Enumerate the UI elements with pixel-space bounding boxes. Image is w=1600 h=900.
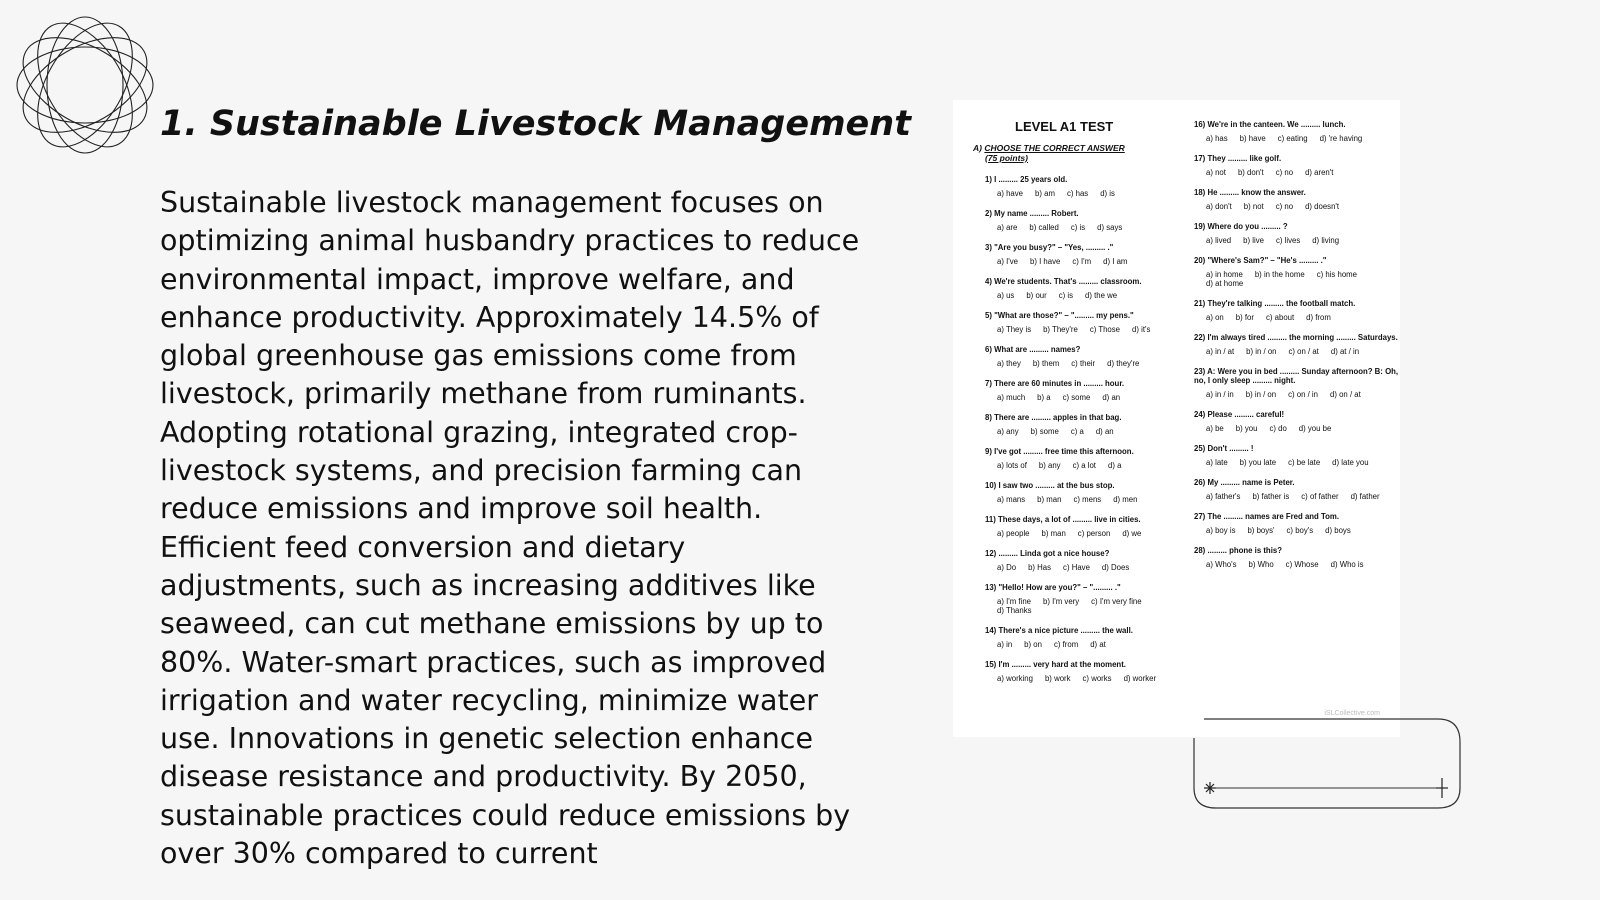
- answer-option: b) I have: [1030, 257, 1061, 266]
- answer-option: d) an: [1095, 427, 1114, 436]
- worksheet-question: [985, 549, 1200, 572]
- answer-option: c) has: [1066, 189, 1089, 198]
- worksheet-question: [985, 626, 1200, 649]
- answer-option: d) from: [1306, 313, 1331, 322]
- answer-option: b) some: [1030, 427, 1059, 436]
- question-stem: I saw two ......... at the bus stop.: [998, 481, 1115, 490]
- answer-option: d) worker: [1123, 674, 1157, 683]
- question-options: [1194, 270, 1409, 288]
- answer-option: c) from: [1053, 640, 1079, 649]
- answer-option: a) I've: [997, 257, 1018, 266]
- question-stem: They're talking ......... the football match.: [1207, 299, 1356, 308]
- question-stem: I ......... 25 years old.: [994, 175, 1068, 184]
- answer-option: d) on / at: [1330, 390, 1361, 399]
- question-stem: "Are you busy?" – "Yes, ......... .": [994, 243, 1114, 252]
- answer-option: a) don't: [1206, 202, 1232, 211]
- answer-option: c) is: [1058, 291, 1074, 300]
- answer-option: a) I'm fine: [997, 597, 1031, 606]
- answer-option: b) in / on: [1246, 347, 1277, 356]
- worksheet-title: LEVEL A1 TEST: [1015, 119, 1114, 134]
- worksheet-question: [985, 413, 1200, 436]
- question-number: 18): [1194, 188, 1206, 197]
- answer-option: b) man: [1037, 495, 1062, 504]
- answer-option: b) in the home: [1254, 270, 1305, 279]
- answer-option: c) no: [1275, 202, 1294, 211]
- answer-option: a) in / at: [1206, 347, 1235, 356]
- answer-option: c) on / in: [1288, 390, 1318, 399]
- answer-option: b) live: [1243, 236, 1264, 245]
- answer-option: b) on: [1024, 640, 1042, 649]
- question-options: [985, 674, 1200, 683]
- question-stem: The ......... names are Fred and Tom.: [1207, 512, 1340, 521]
- question-stem: Where do you ......... ?: [1207, 222, 1288, 231]
- answer-option: d) is: [1100, 189, 1115, 198]
- answer-option: c) no: [1275, 168, 1294, 177]
- sparkle-icon: [1204, 782, 1216, 794]
- question-number: 3): [985, 243, 992, 252]
- question-options: [1194, 526, 1409, 535]
- worksheet-question: [985, 209, 1200, 232]
- question-number: 13): [985, 583, 997, 592]
- answer-option: a) not: [1206, 168, 1226, 177]
- question-stem: "Hello! How are you?" – "......... .": [998, 583, 1121, 592]
- answer-option: a) has: [1206, 134, 1228, 143]
- worksheet-question: [1194, 512, 1409, 535]
- question-options: [1194, 202, 1409, 211]
- question-number: 11): [985, 515, 996, 524]
- worksheet-question: [1194, 222, 1409, 245]
- question-number: 22): [1194, 333, 1206, 342]
- question-options: [985, 563, 1200, 572]
- question-stem: My ......... name is Peter.: [1207, 478, 1295, 487]
- question-options: [985, 495, 1200, 504]
- answer-option: b) boys': [1247, 526, 1275, 535]
- question-number: 20): [1194, 256, 1206, 265]
- answer-option: a) in home: [1206, 270, 1243, 279]
- answer-option: d) we: [1122, 529, 1142, 538]
- answer-option: d) late you: [1332, 458, 1369, 467]
- answer-option: a) on: [1206, 313, 1224, 322]
- slide-title: 1. Sustainable Livestock Management: [160, 104, 911, 144]
- answer-option: b) Has: [1028, 563, 1052, 572]
- question-number: 27): [1194, 512, 1206, 521]
- crosshair-star-icon: [1436, 778, 1448, 798]
- question-options: [1194, 458, 1409, 467]
- answer-option: a) us: [997, 291, 1015, 300]
- question-stem: What are ......... names?: [994, 345, 1081, 354]
- answer-option: c) is: [1070, 223, 1086, 232]
- worksheet-left-column: [985, 175, 1200, 694]
- answer-option: d) you be: [1298, 424, 1332, 433]
- answer-option: c) their: [1071, 359, 1096, 368]
- question-options: [1194, 168, 1409, 177]
- answer-option: c) do: [1269, 424, 1287, 433]
- answer-option: b) for: [1235, 313, 1254, 322]
- answer-option: a) Do: [997, 563, 1017, 572]
- question-number: 15): [985, 660, 997, 669]
- question-number: 21): [1194, 299, 1206, 308]
- answer-option: c) boy's: [1286, 526, 1314, 535]
- question-number: 1): [985, 175, 992, 184]
- answer-option: c) on / at: [1288, 347, 1319, 356]
- worksheet-watermark: iSLCollective.com: [1324, 710, 1380, 717]
- question-options: [985, 393, 1200, 402]
- answer-option: c) I'm: [1072, 257, 1092, 266]
- worksheet-question: [1194, 333, 1409, 356]
- answer-option: d) Does: [1101, 563, 1130, 572]
- worksheet-question: [985, 660, 1200, 683]
- answer-option: d) living: [1312, 236, 1340, 245]
- question-number: 5): [985, 311, 992, 320]
- worksheet-question: [1194, 299, 1409, 322]
- answer-option: a) lived: [1206, 236, 1232, 245]
- answer-option: c) Have: [1063, 563, 1090, 572]
- answer-option: b) They're: [1043, 325, 1078, 334]
- question-stem: Please ......... careful!: [1207, 410, 1285, 419]
- question-options: [1194, 390, 1409, 399]
- worksheet-question: [985, 345, 1200, 368]
- question-stem: There are ......... apples in that bag.: [994, 413, 1122, 422]
- worksheet-question: [1194, 410, 1409, 433]
- answer-option: a) father's: [1206, 492, 1241, 501]
- question-stem: ......... Linda got a nice house?: [998, 549, 1110, 558]
- question-stem: There's a nice picture ......... the wall.: [998, 626, 1133, 635]
- question-options: [985, 291, 1200, 300]
- answer-option: b) Who: [1248, 560, 1274, 569]
- question-number: 4): [985, 277, 992, 286]
- decorative-frame: [1190, 718, 1465, 810]
- answer-option: b) you late: [1239, 458, 1277, 467]
- answer-option: a) They is: [997, 325, 1032, 334]
- worksheet-question: [1194, 154, 1409, 177]
- question-options: [1194, 134, 1409, 143]
- question-stem: A: Were you in bed ......... Sunday afternoon? B: Oh, no, I only sleep ......... night.: [1194, 367, 1399, 385]
- answer-option: b) a: [1037, 393, 1051, 402]
- answer-option: c) some: [1062, 393, 1091, 402]
- answer-option: a) much: [997, 393, 1026, 402]
- question-number: 8): [985, 413, 992, 422]
- answer-option: c) works: [1082, 674, 1112, 683]
- question-stem: They ......... like golf.: [1207, 154, 1282, 163]
- answer-option: d) says: [1097, 223, 1123, 232]
- answer-option: c) mens: [1073, 495, 1102, 504]
- question-options: [1194, 560, 1409, 569]
- answer-option: d) at / in: [1330, 347, 1360, 356]
- answer-option: d) at home: [1206, 279, 1244, 288]
- worksheet-right-column: [1194, 120, 1409, 580]
- question-stem: I'm ......... very hard at the moment.: [998, 660, 1126, 669]
- answer-option: a) they: [997, 359, 1021, 368]
- question-options: [985, 640, 1200, 649]
- section-label: CHOOSE THE CORRECT ANSWER: [984, 143, 1125, 153]
- worksheet-question: [985, 175, 1200, 198]
- answer-option: a) mans: [997, 495, 1026, 504]
- answer-option: d) aren't: [1305, 168, 1334, 177]
- question-number: 25): [1194, 444, 1206, 453]
- answer-option: c) about: [1265, 313, 1295, 322]
- question-number: 9): [985, 447, 992, 456]
- worksheet-question: [1194, 256, 1409, 288]
- worksheet-question: [985, 481, 1200, 504]
- answer-option: d) an: [1102, 393, 1121, 402]
- question-number: 2): [985, 209, 992, 218]
- question-number: 14): [985, 626, 997, 635]
- answer-option: c) a lot: [1072, 461, 1096, 470]
- answer-option: c) his home: [1316, 270, 1357, 279]
- worksheet-question: [1194, 188, 1409, 211]
- worksheet-question: [985, 277, 1200, 300]
- answer-option: a) any: [997, 427, 1019, 436]
- question-number: 16): [1194, 120, 1206, 129]
- question-number: 7): [985, 379, 992, 388]
- question-options: [985, 427, 1200, 436]
- question-number: 19): [1194, 222, 1206, 231]
- question-options: [985, 461, 1200, 470]
- slide-body-text: Sustainable livestock management focuses on optimizing animal husbandry practices to reduce environmental impact, improve welfare, and enhance productivity. Approximately 14.5% of global greenhouse gas emissions come from livestock, primarily methane from ruminants. Adopting rotational grazing, integrated crop-livestock systems, and precision farming can reduce emissions and improve soil health. Efficient feed conversion and dietary adjustments, such as increasing additives like seaweed, can cut methane emissions by up to 80%. Water-smart practices, such as improved irrigation and water recycling, minimize water use. Innovations in genetic selection enhance disease resistance and productivity. By 2050, sustainable practices could reduce emissions by over 30% compared to current: [160, 186, 860, 871]
- question-options: [985, 257, 1200, 266]
- answer-option: b) them: [1032, 359, 1060, 368]
- answer-option: d) it's: [1132, 325, 1151, 334]
- answer-option: d) they're: [1107, 359, 1140, 368]
- worksheet-question: [1194, 120, 1409, 143]
- question-stem: My name ......... Robert.: [994, 209, 1079, 218]
- question-options: [1194, 313, 1409, 322]
- worksheet-question: [985, 515, 1200, 538]
- question-stem: "Where's Sam?" – "He's ......... .": [1207, 256, 1327, 265]
- worksheet-question: [985, 379, 1200, 402]
- answer-option: a) be: [1206, 424, 1224, 433]
- question-options: [985, 359, 1200, 368]
- answer-option: b) don't: [1237, 168, 1264, 177]
- answer-option: c) eating: [1277, 134, 1308, 143]
- question-stem: We're in the canteen. We ......... lunch.: [1207, 120, 1346, 129]
- question-stem: Don't ......... !: [1207, 444, 1254, 453]
- answer-option: d) 're having: [1319, 134, 1363, 143]
- worksheet-image: [953, 100, 1400, 737]
- answer-option: a) are: [997, 223, 1018, 232]
- answer-option: b) you: [1235, 424, 1258, 433]
- answer-option: b) am: [1035, 189, 1055, 198]
- answer-option: d) men: [1113, 495, 1138, 504]
- question-stem: We're students. That's ......... classroom.: [994, 277, 1142, 286]
- question-options: [1194, 492, 1409, 501]
- worksheet-question: [1194, 546, 1409, 569]
- question-number: 23): [1194, 367, 1206, 376]
- worksheet-question: [1194, 444, 1409, 467]
- question-number: 26): [1194, 478, 1206, 487]
- answer-option: c) person: [1077, 529, 1111, 538]
- answer-option: c) of father: [1301, 492, 1339, 501]
- answer-option: b) in / on: [1245, 390, 1277, 399]
- question-options: [1194, 236, 1409, 245]
- answer-option: d) doesn't: [1305, 202, 1340, 211]
- answer-option: d) at: [1090, 640, 1106, 649]
- answer-option: c) a: [1070, 427, 1084, 436]
- question-options: [985, 325, 1200, 334]
- worksheet-question: [1194, 478, 1409, 501]
- question-options: [985, 529, 1200, 538]
- question-stem: I'm always tired ......... the morning ......... Saturdays.: [1207, 333, 1398, 342]
- worksheet-section-heading: [973, 143, 1125, 163]
- worksheet-question: [985, 311, 1200, 334]
- question-stem: I've got ......... free time this afternoon.: [994, 447, 1134, 456]
- section-letter: A): [973, 143, 982, 153]
- question-number: 6): [985, 345, 992, 354]
- answer-option: b) work: [1044, 674, 1071, 683]
- answer-option: c) be late: [1288, 458, 1321, 467]
- answer-option: d) boys: [1325, 526, 1351, 535]
- question-stem: There are 60 minutes in ......... hour.: [994, 379, 1125, 388]
- answer-option: d) I am: [1103, 257, 1128, 266]
- question-options: [1194, 424, 1409, 433]
- question-number: 17): [1194, 154, 1206, 163]
- answer-option: a) in: [997, 640, 1013, 649]
- worksheet-question: [985, 243, 1200, 266]
- section-points: (75 points): [985, 153, 1028, 163]
- question-options: [985, 223, 1200, 232]
- question-number: 28): [1194, 546, 1206, 555]
- question-number: 24): [1194, 410, 1206, 419]
- answer-option: b) not: [1243, 202, 1264, 211]
- question-stem: These days, a lot of ......... live in cities.: [998, 515, 1141, 524]
- answer-option: b) any: [1038, 461, 1061, 470]
- answer-option: b) called: [1029, 223, 1059, 232]
- answer-option: a) boy is: [1206, 526, 1236, 535]
- answer-option: a) in / in: [1206, 390, 1234, 399]
- answer-option: d) Who is: [1330, 560, 1364, 569]
- answer-option: a) people: [997, 529, 1030, 538]
- answer-option: a) have: [997, 189, 1024, 198]
- answer-option: b) I'm very: [1043, 597, 1080, 606]
- question-stem: ......... phone is this?: [1207, 546, 1282, 555]
- question-number: 12): [985, 549, 997, 558]
- worksheet-question: [985, 583, 1200, 615]
- answer-option: a) late: [1206, 458, 1228, 467]
- answer-option: c) lives: [1275, 236, 1301, 245]
- question-options: [985, 189, 1200, 198]
- answer-option: a) lots of: [997, 461, 1027, 470]
- answer-option: d) a: [1107, 461, 1122, 470]
- answer-option: d) the we: [1085, 291, 1118, 300]
- question-options: [1194, 347, 1409, 356]
- answer-option: c) Whose: [1285, 560, 1319, 569]
- answer-option: b) our: [1026, 291, 1047, 300]
- question-number: 10): [985, 481, 997, 490]
- question-options: [985, 597, 1200, 615]
- answer-option: d) father: [1350, 492, 1380, 501]
- answer-option: a) Who's: [1206, 560, 1237, 569]
- answer-option: d) Thanks: [997, 606, 1032, 615]
- answer-option: c) Those: [1089, 325, 1121, 334]
- answer-option: b) have: [1239, 134, 1266, 143]
- question-stem: He ......... know the answer.: [1207, 188, 1306, 197]
- answer-option: b) man: [1041, 529, 1066, 538]
- worksheet-question: [985, 447, 1200, 470]
- answer-option: b) father is: [1252, 492, 1290, 501]
- orbit-logo-icon: [10, 10, 160, 160]
- question-stem: "What are those?" – "......... my pens.": [994, 311, 1134, 320]
- worksheet-question: [1194, 367, 1409, 399]
- answer-option: a) working: [997, 674, 1033, 683]
- answer-option: c) I'm very fine: [1091, 597, 1142, 606]
